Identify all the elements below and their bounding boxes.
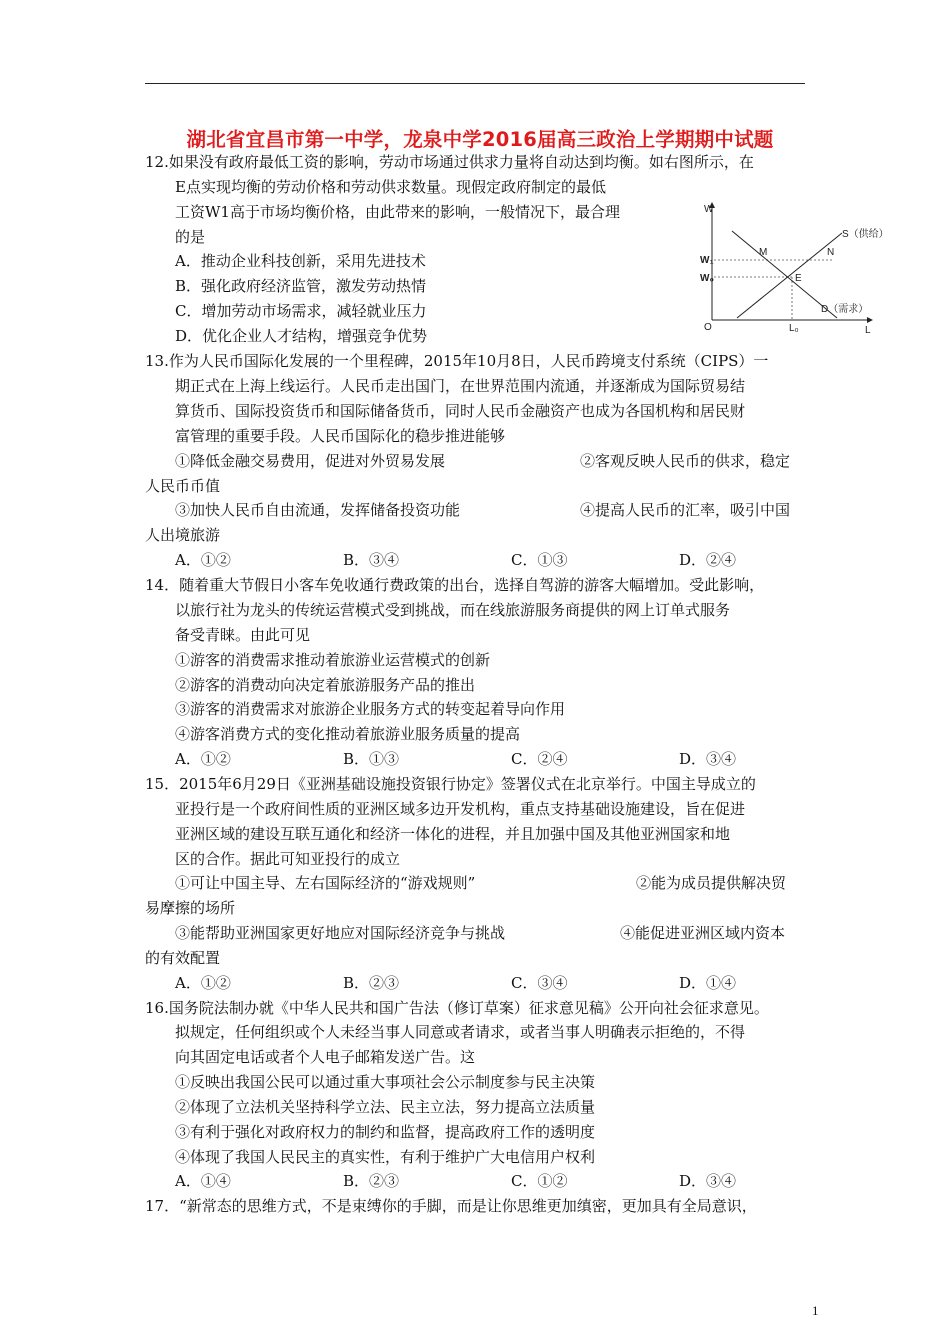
q14-stem-line3: 备受青睐。由此可见 [175,626,311,644]
y-axis-label: W [704,204,714,215]
q16-item-1: ①反映出我国公民可以通过重大事项社会公示制度参与民主决策 [175,1073,596,1091]
q15-item-3: ③能帮助亚洲国家更好地应对国际经济竞争与挑战 [175,924,506,942]
point-n-label: N [827,247,835,258]
q12-stem-line2: E点实现均衡的劳动价格和劳动供求数量。现假定政府制定的最低 [175,178,606,196]
header-rule [145,83,805,84]
q15-option-b: B．②③ [343,974,400,992]
q13-item-4-cont: 人出境旅游 [145,526,221,544]
q13-item-3: ③加快人民币自由流通，发挥储备投资功能 [175,501,461,519]
q13-stem-line3: 算货币、国际投资货币和国际储备货币，同时人民币金融资产也成为各国机构和居民财 [175,402,746,420]
q13-option-a: A．①② [175,551,231,569]
q15-stem-line3: 亚洲区域的建设互联互通化和经济一体化的进程，并且加强中国及其他亚洲国家和地 [175,825,731,843]
q16-option-d: D．③④ [679,1172,737,1190]
q15-item-4: ④能促进亚洲区域内资本 [620,924,786,942]
q14-stem-line1: 14．随着重大节假日小客车免收通行费政策的出台，选择自驾游的游客大幅增加。受此影响， [145,576,765,594]
q16-stem-line2: 拟规定，任何组织或个人未经当事人同意或者请求，或者当事人明确表示拒绝的，不得 [175,1023,746,1041]
q16-option-b: B．②③ [343,1172,400,1190]
q13-option-c: C．①③ [511,551,568,569]
q14-item-2: ②游客的消费动向决定着旅游服务产品的推出 [175,676,476,694]
q12-option-b: B．强化政府经济监管，激发劳动热情 [175,277,427,295]
q13-item-2: ②客观反映人民币的供求，稳定 [580,452,791,470]
q13-item-1: ①降低金融交易费用，促进对外贸易发展 [175,452,446,470]
q14-option-a: A．①② [175,750,231,768]
q15-option-a: A．①② [175,974,231,992]
q14-option-b: B．①③ [343,750,400,768]
q15-item-4-cont: 的有效配置 [145,949,221,967]
q16-stem-line3: 向其固定电话或者个人电子邮箱发送广告。这 [175,1048,476,1066]
q12-stem-line4: 的是 [175,228,206,246]
q13-stem-line4: 富管理的重要手段。人民币国际化的稳步推进能够 [175,427,506,445]
q12-option-c: C．增加劳动市场需求，减轻就业压力 [175,302,427,320]
point-m-label: M [759,247,768,258]
q12-stem-line3: 工资W1高于市场均衡价格，由此带来的影响，一般情况下，最合理 [175,203,620,221]
x-axis-label: L [865,325,871,336]
q15-stem-line2: 亚投行是一个政府间性质的亚洲区域多边开发机构，重点支持基础设施建设，旨在促进 [175,800,746,818]
q16-item-2: ②体现了立法机关坚持科学立法、民主立法，努力提高立法质量 [175,1098,596,1116]
q13-stem-line2: 期正式在上海上线运行。人民币走出国门，在世界范围内流通，并逐渐成为国际贸易结 [175,377,746,395]
q16-stem-line1: 16.国务院法制办就《中华人民共和国广告法（修订草案）征求意见稿》公开向社会征求意见。 [145,999,769,1017]
page-number: 1 [812,1303,819,1318]
q15-item-1: ①可让中国主导、左右国际经济的“游戏规则” [175,874,476,892]
q15-item-2: ②能为成员提供解决贸 [636,874,787,892]
q15-stem-line1: 15．2015年6月29日《亚洲基础设施投资银行协定》签署仪式在北京举行。中国主导成立的 [145,775,756,793]
q15-stem-line4: 区的合作。据此可知亚投行的成立 [175,850,401,868]
q13-stem-line1: 13.作为人民币国际化发展的一个里程碑，2015年10月8日，人民币跨境支付系统（CIPS）一 [145,352,769,370]
q16-item-3: ③有利于强化对政府权力的制约和监督，提高政府工作的透明度 [175,1123,596,1141]
q17-stem-line1: 17．“新常态的思维方式，不是束缚你的手脚，而是让你思维更加缜密，更加具有全局意识， [145,1197,757,1215]
w0-label: W₀ [700,273,714,284]
q14-stem-line2: 以旅行社为龙头的传统运营模式受到挑战，而在线旅游服务商提供的网上订单式服务 [175,601,731,619]
q13-item-2-cont: 人民币币值 [145,477,221,495]
labor-market-graph [692,195,889,345]
q14-item-3: ③游客的消费需求对旅游企业服务方式的转变起着导向作用 [175,700,566,718]
q16-option-a: A．①④ [175,1172,231,1190]
q13-option-d: D．②④ [679,551,737,569]
origin-label: O [704,322,712,333]
q12-option-a: A．推动企业科技创新，采用先进技术 [175,252,426,270]
supply-label: S（供给） [842,229,889,240]
q12-option-d: D．优化企业人才结构，增强竞争优势 [175,327,428,345]
l0-label: L₀ [789,323,799,334]
page-title: 湖北省宜昌市第一中学，龙泉中学2016届高三政治上学期期中试题 [186,128,774,151]
q15-option-d: D．①④ [679,974,737,992]
demand-label: D（需求） [821,304,869,315]
q13-option-b: B．③④ [343,551,400,569]
q13-item-4: ④提高人民币的汇率，吸引中国 [580,501,791,519]
point-e-label: E [795,273,802,284]
q15-item-2-cont: 易摩擦的场所 [145,899,236,917]
q16-option-c: C．①② [511,1172,568,1190]
q16-item-4: ④体现了我国人民民主的真实性，有利于维护广大电信用户权利 [175,1148,596,1166]
q12-stem-line1: 12.如果没有政府最低工资的影响，劳动市场通过供求力量将自动达到均衡。如右图所示，在 [145,153,754,171]
q14-item-1: ①游客的消费需求推动着旅游业运营模式的创新 [175,651,491,669]
q14-option-c: C．②④ [511,750,568,768]
w1-label: W₁ [700,255,714,266]
q15-option-c: C．③④ [511,974,568,992]
q14-option-d: D．③④ [679,750,737,768]
q14-item-4: ④游客消费方式的变化推动着旅游业服务质量的提高 [175,725,521,743]
